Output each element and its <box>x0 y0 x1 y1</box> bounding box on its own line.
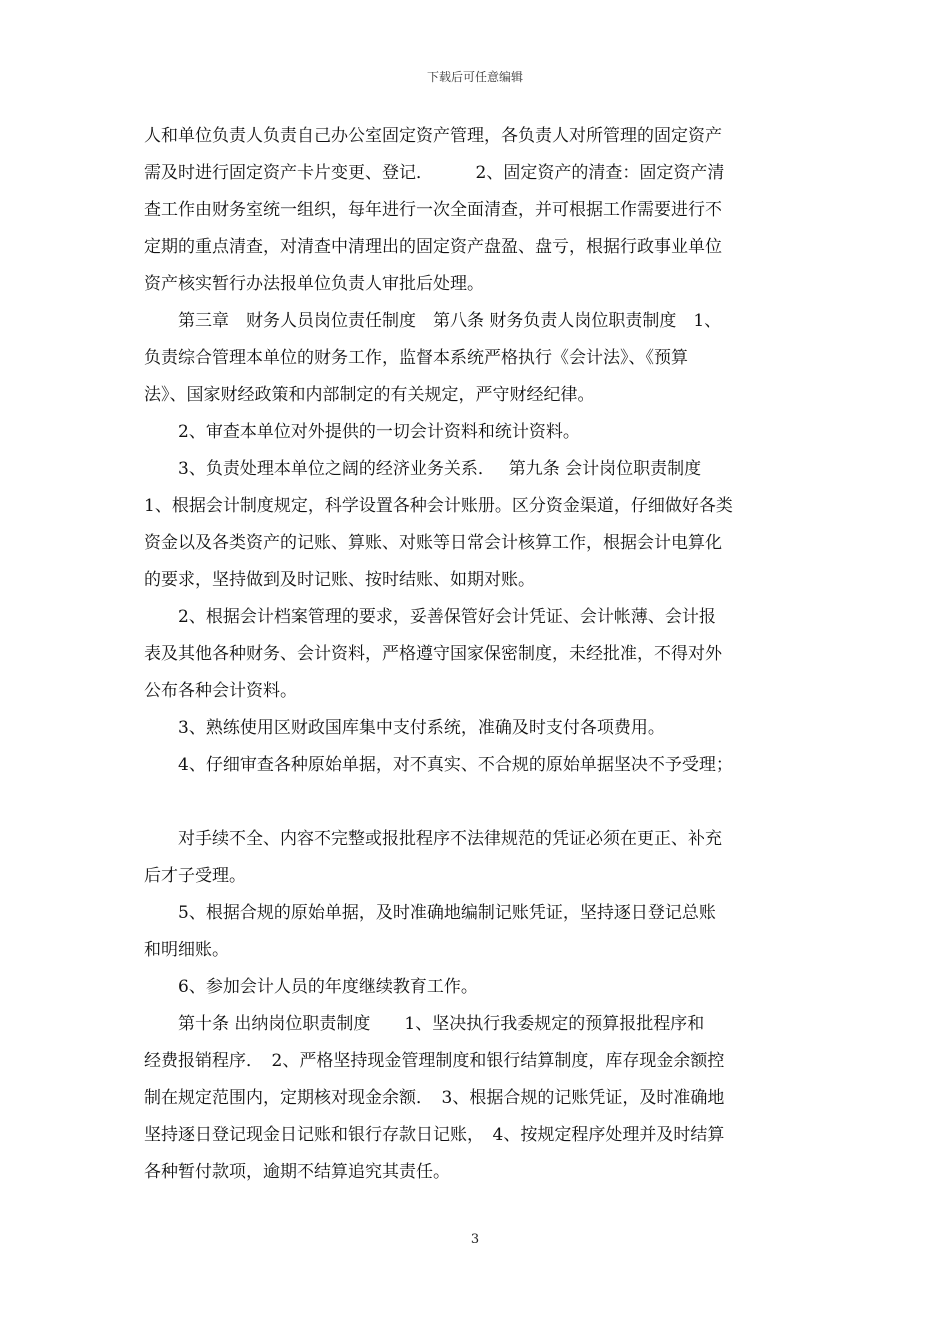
text-line: 坚持逐日登记现金日记账和银行存款日记账， 4、按规定程序处理并及时结算 <box>144 1125 725 1145</box>
text-line: 经费报销程序． 2、严格坚持现金管理制度和银行结算制度，库存现金余额控 <box>144 1051 725 1071</box>
text-line: 第十条 出纳岗位职责制度 1、坚决执行我委规定的预算报批程序和 <box>144 1014 705 1034</box>
text-line: 后才子受理。 <box>144 866 246 886</box>
text-line: 3、熟练使用区财政国库集中支付系统，准确及时支付各项费用。 <box>144 718 665 738</box>
text-line: 公布各种会计资料。 <box>144 681 297 701</box>
text-line: 4、仔细审查各种原始单据，对不真实、不合规的原始单据坚决不予受理； <box>144 755 733 775</box>
document-body <box>144 118 810 1191</box>
text-line: 5、根据合规的原始单据，及时准确地编制记账凭证，坚持逐日登记总账 <box>144 903 716 923</box>
page-header: 下载后可任意编辑 <box>426 70 523 84</box>
text-line: 2、审查本单位对外提供的一切会计资料和统计资料。 <box>144 422 580 442</box>
blank-line <box>144 784 810 821</box>
text-line: 对手续不全、内容不完整或报批程序不法律规范的凭证必须在更正、补充 <box>144 829 722 849</box>
text-line: 负责综合管理本单位的财务工作，监督本系统严格执行《会计法》、《预算 <box>144 348 688 368</box>
text-line: 制在规定范围内，定期核对现金余额． 3、根据合规的记账凭证，及时准确地 <box>144 1088 725 1108</box>
text-line: 的要求，坚持做到及时记账、按时结账、如期对账。 <box>144 570 535 590</box>
text-line: 和明细账。 <box>144 940 229 960</box>
text-line: 法》、国家财经政策和内部制定的有关规定，严守财经纪律。 <box>144 385 595 405</box>
text-line: 表及其他各种财务、会计资料，严格遵守国家保密制度，未经批准，不得对外 <box>144 644 722 664</box>
text-line: 6、参加会计人员的年度继续教育工作。 <box>144 977 478 997</box>
text-line: 各种暂付款项，逾期不结算追究其责任。 <box>144 1162 450 1182</box>
text-line: 人和单位负责人负责自己办公室固定资产管理，各负责人对所管理的固定资产 <box>144 126 722 146</box>
text-line: 资金以及各类资产的记账、算账、对账等日常会计核算工作，根据会计电算化 <box>144 533 722 553</box>
text-line: 3、负责处理本单位之阔的经济业务关系． 第九条 会计岗位职责制度 <box>144 459 702 479</box>
page-number: 3 <box>470 1232 480 1247</box>
text-line: 2、根据会计档案管理的要求，妥善保管好会计凭证、会计帐薄、会计报 <box>144 607 716 627</box>
text-line: 资产核实暂行办法报单位负责人审批后处理。 <box>144 274 484 294</box>
text-line: 需及时进行固定资产卡片变更、登记． 2、固定资产的清查：固定资产清 <box>144 163 725 183</box>
text-line: 1、根据会计制度规定，科学设置各种会计账册。区分资金渠道，仔细做好各类 <box>144 496 733 516</box>
text-line: 定期的重点清查，对清查中清理出的固定资产盘盈、盘亏，根据行政事业单位 <box>144 237 722 257</box>
text-line: 查工作由财务室统一组织，每年进行一次全面清查，并可根据工作需要进行不 <box>144 200 722 220</box>
text-line: 第三章 财务人员岗位责任制度 第八条 财务负责人岗位职责制度 1、 <box>144 311 722 331</box>
